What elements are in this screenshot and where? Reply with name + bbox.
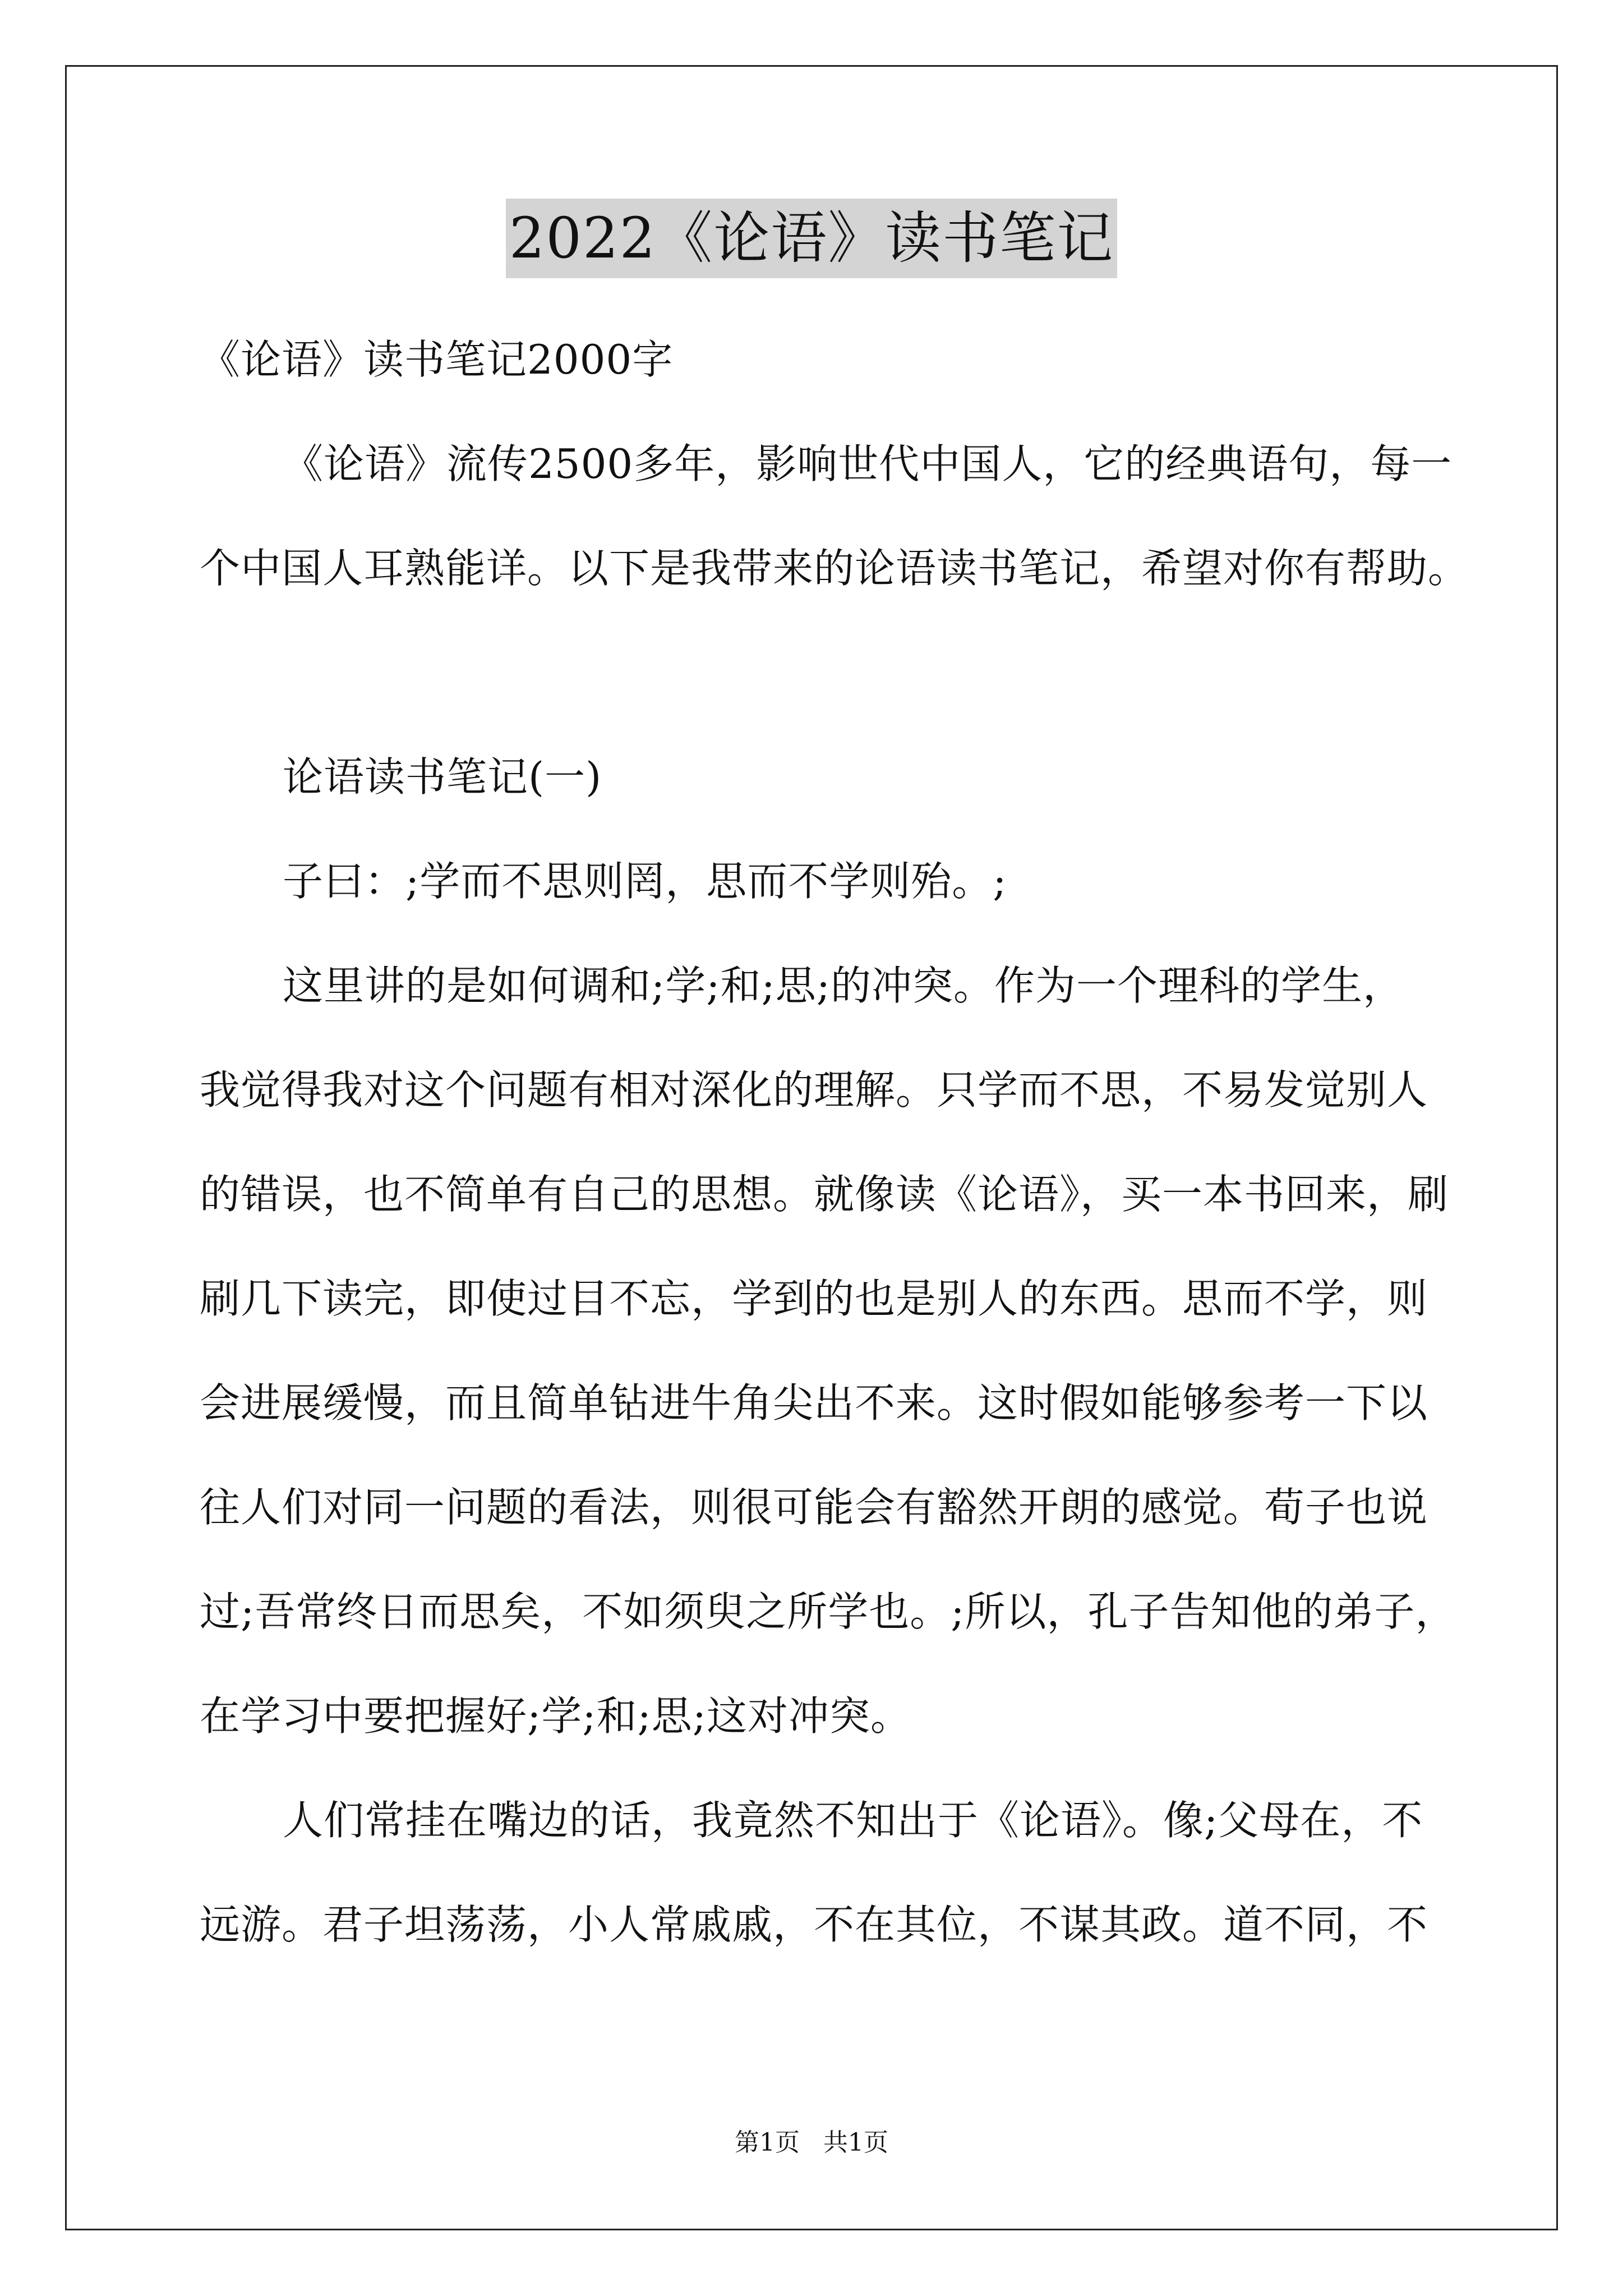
text-line: 《论语》读书笔记2000字 <box>200 336 674 383</box>
text-line: 的错误，也不简单有自己的思想。就像读《论语》，买一本书回来，刷 <box>200 1171 1449 1218</box>
text-line: 子曰：;学而不思则罔，思而不学则殆。; <box>283 858 1007 905</box>
text-line: 会进展缓慢，而且简单钻进牛角尖出不来。这时假如能够参考一下以 <box>200 1379 1428 1427</box>
page-number-current: 第1页 <box>735 2128 800 2157</box>
document-title: 2022《论语》读书笔记 <box>506 199 1118 278</box>
text-line: 远游。君子坦荡荡，小人常戚戚，不在其位，不谋其政。道不同，不 <box>200 1901 1428 1948</box>
paragraph-gap <box>200 620 1454 725</box>
text-line: 我觉得我对这个问题有相对深化的理解。只学而不思，不易发觉别人 <box>200 1066 1428 1114</box>
title-container <box>0 199 1623 278</box>
text-line: 刷几下读完，即使过目不忘，学到的也是别人的东西。思而不学，则 <box>200 1275 1428 1322</box>
text-line: 在学习中要把握好;学;和;思;这对冲突。 <box>200 1692 912 1740</box>
text-line: 《论语》流传2500多年，影响世代中国人，它的经典语句，每一 <box>283 440 1453 487</box>
text-line: 往人们对同一问题的看法，则很可能会有豁然开朗的感觉。荀子也说 <box>200 1484 1428 1531</box>
text-line: 这里讲的是如何调和;学;和;思;的冲突。作为一个理科的学生， <box>283 962 1404 1009</box>
page-footer <box>0 2126 1623 2160</box>
text-line: 论语读书笔记(一) <box>283 753 602 800</box>
document-body <box>200 307 1469 1977</box>
text-line: 过;吾常终日而思矣，不如须臾之所学也。;所以，孔子告知他的弟子， <box>200 1588 1456 1635</box>
page-number-total: 共1页 <box>823 2128 888 2157</box>
text-line: 个中国人耳熟能详。以下是我带来的论语读书笔记，希望对你有帮助。 <box>200 545 1469 592</box>
text-line: 人们常挂在嘴边的话，我竟然不知出于《论语》。像;父母在，不 <box>283 1797 1423 1844</box>
